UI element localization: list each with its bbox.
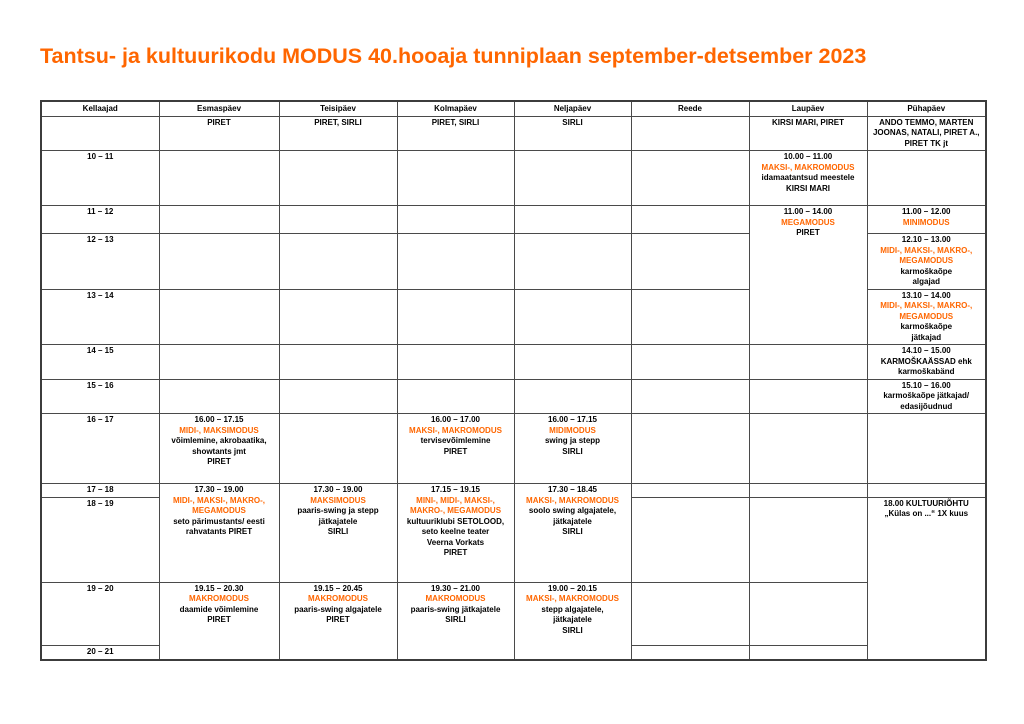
- class-cell-monday-17-19: [159, 484, 279, 583]
- class-desc: rahvatants PIRET: [185, 527, 253, 536]
- class-time: 11.00 – 14.00: [783, 207, 833, 216]
- cell-thursday-12-13: [514, 234, 631, 290]
- class-teacher: SIRLI: [445, 615, 466, 624]
- class-desc: paaris-swing ja stepp: [297, 506, 379, 515]
- class-teacher: PIRET: [443, 446, 468, 456]
- class-cell-wednesday-17-19: [397, 484, 514, 583]
- class-module: MIDI-, MAKSI-, MAKRO-, MEGAMODUS: [880, 301, 973, 321]
- teachers-sunday: ANDO TEMMO, MARTEN JOONAS, NATALI, PIRET A., PIRET TK jt: [867, 116, 986, 151]
- class-desc: jätkajad: [911, 332, 942, 342]
- class-module: MAKROMODUS: [308, 594, 368, 603]
- class-desc: Veerna Vorkats: [426, 537, 485, 547]
- cell-tuesday-10-11: [279, 151, 397, 206]
- cell-friday-15-16: [631, 379, 749, 414]
- class-teacher: PIRET: [207, 457, 231, 466]
- class-module: MAKROMODUS: [189, 594, 249, 603]
- class-desc: karmoškaõpe jätkajad/: [883, 391, 970, 400]
- class-desc: soolo swing algajatele,: [528, 506, 617, 515]
- class-cell-sunday-11-12: [867, 206, 986, 234]
- header-row: [41, 101, 986, 116]
- class-desc: showtants jmt: [192, 446, 246, 456]
- class-module: MAKROMODUS: [425, 594, 486, 603]
- cell-monday-14-15: [159, 345, 279, 380]
- cell-thursday-11-12: [514, 206, 631, 234]
- class-time: 17.30 – 19.00: [313, 485, 363, 494]
- teachers-saturday: KIRSI MARI, PIRET: [749, 116, 867, 151]
- class-cell-sunday-13-14: [867, 289, 986, 345]
- cell-sunday-17-18: [867, 484, 986, 498]
- cell-saturday-19-20: [749, 582, 867, 645]
- class-cell-thursday-17-19: [514, 484, 631, 583]
- class-time: 16.00 – 17.15: [548, 415, 597, 424]
- teachers-monday: PIRET: [159, 116, 279, 151]
- class-desc: paaris-swing jätkajatele: [410, 604, 501, 614]
- cell-saturday-17-18: [749, 484, 867, 498]
- class-cell-sunday-18-21: [867, 497, 986, 660]
- class-module: MIDIMODUS: [549, 425, 596, 435]
- row-10-11: [41, 151, 986, 206]
- cell-wednesday-12-13: [397, 234, 514, 290]
- cell-friday-11-12: [631, 206, 749, 234]
- class-module: MEGAMODUS: [781, 217, 835, 227]
- cell-friday-10-11: [631, 151, 749, 206]
- teachers-row: [41, 116, 986, 151]
- class-desc: stepp algajatele,: [541, 604, 604, 614]
- class-module: MAKSI-, MAKROMODUS: [526, 495, 619, 505]
- class-desc: jätkajatele: [553, 516, 592, 526]
- class-time: 16.00 – 17.00: [431, 415, 480, 424]
- class-desc: kultuuriklubi SETOLOOD,: [406, 516, 505, 526]
- class-time: 19.00 – 20.15: [548, 583, 597, 593]
- cell-friday-14-15: [631, 345, 749, 380]
- cell-friday-20-21: [631, 645, 749, 660]
- cell-tuesday-15-16: [279, 379, 397, 414]
- teachers-friday: [631, 116, 749, 151]
- class-cell-wednesday-16-17: [397, 414, 514, 484]
- col-header-monday: Esmaspäev: [159, 101, 279, 116]
- class-module: MAKSIMODUS: [310, 495, 366, 505]
- cell-saturday-18-19: [749, 497, 867, 582]
- class-time: 12.10 – 13.00: [901, 235, 951, 244]
- cell-monday-12-13: [159, 234, 279, 290]
- class-desc: idamaatantsud meestele: [761, 173, 855, 182]
- class-desc: seto keelne teater: [421, 527, 490, 536]
- teachers-tuesday: PIRET, SIRLI: [279, 116, 397, 151]
- class-teacher: PIRET: [443, 548, 468, 557]
- class-module: MIDI-, MAKSI-, MAKRO-, MEGAMODUS: [173, 495, 265, 515]
- class-desc: paaris-swing algajatele: [294, 604, 382, 614]
- cell-wednesday-13-14: [397, 289, 514, 345]
- cell-tuesday-14-15: [279, 345, 397, 380]
- class-time: 11.00 – 12.00: [902, 207, 951, 216]
- class-teacher: KIRSI MARI: [786, 183, 830, 193]
- teachers-wednesday: PIRET, SIRLI: [397, 116, 514, 151]
- cell-tuesday-12-13: [279, 234, 397, 290]
- cell-saturday-20-21: [749, 645, 867, 660]
- time-label-14-15: 14 – 15: [41, 345, 159, 380]
- class-cell-tuesday-19-21: [279, 582, 397, 660]
- cell-thursday-10-11: [514, 151, 631, 206]
- class-desc: swing ja stepp: [544, 436, 601, 445]
- class-time: 17.30 – 18.45: [548, 485, 597, 494]
- class-time: 14.10 – 15.00: [901, 346, 951, 355]
- cell-wednesday-10-11: [397, 151, 514, 206]
- col-header-tuesday: Teisipäev: [279, 101, 397, 116]
- class-desc: edasijõudnud: [900, 401, 953, 411]
- cell-friday-18-19: [631, 497, 749, 582]
- class-desc: algajad: [912, 277, 941, 286]
- teachers-thursday: SIRLI: [514, 116, 631, 151]
- class-teacher: SIRLI: [562, 446, 583, 456]
- class-module: MIDI-, MAKSI-, MAKRO-, MEGAMODUS: [880, 245, 973, 265]
- class-module: MINIMODUS: [902, 217, 950, 227]
- class-cell-tuesday-17-19: [279, 484, 397, 583]
- class-desc: karmoškabänd: [898, 367, 955, 376]
- time-label-20-21: 20 – 21: [41, 645, 159, 660]
- row-19-20: [41, 582, 986, 645]
- time-label-17-18: 17 – 18: [41, 484, 159, 498]
- class-desc: KARMOŠKAÄSSAD ehk: [880, 356, 972, 366]
- cell-monday-11-12: [159, 206, 279, 234]
- cell-saturday-14-15: [749, 345, 867, 380]
- col-header-sunday: Pühapäev: [867, 101, 986, 116]
- cell-sunday-16-17: [867, 414, 986, 484]
- cell-tuesday-16-17: [279, 414, 397, 484]
- col-header-times: Kellaajad: [41, 101, 159, 116]
- class-desc: karmoškaõpe: [900, 266, 953, 276]
- class-module: MAKSI-, MAKROMODUS: [526, 594, 619, 603]
- class-time: 17.30 – 19.00: [194, 485, 244, 494]
- teachers-times: [41, 116, 159, 151]
- class-cell-monday-19-21: [159, 582, 279, 660]
- class-time: 17.15 – 19.15: [431, 485, 480, 494]
- cell-saturday-16-17: [749, 414, 867, 484]
- class-module: MIDI-, MAKSIMODUS: [179, 425, 259, 435]
- class-desc: seto pärimustants/ eesti: [173, 516, 265, 526]
- class-desc: jätkajatele: [318, 516, 358, 526]
- cell-saturday-15-16: [749, 379, 867, 414]
- class-cell-thursday-16-17: [514, 414, 631, 484]
- class-desc: tervisevõimlemine: [420, 436, 491, 445]
- class-teacher: PIRET: [326, 615, 350, 624]
- row-14-15: [41, 345, 986, 380]
- row-15-16: [41, 379, 986, 414]
- cell-tuesday-11-12: [279, 206, 397, 234]
- class-desc: võimlemine, akrobaatika,: [171, 436, 267, 445]
- time-label-19-20: 19 – 20: [41, 582, 159, 645]
- class-cell-sunday-12-13: [867, 234, 986, 290]
- time-label-12-13: 12 – 13: [41, 234, 159, 290]
- class-cell-thursday-19-21: [514, 582, 631, 660]
- class-desc: daamide võimlemine: [179, 604, 259, 614]
- class-cell-saturday-10-11: [749, 151, 867, 206]
- row-11-12: [41, 206, 986, 234]
- cell-thursday-14-15: [514, 345, 631, 380]
- cell-tuesday-13-14: [279, 289, 397, 345]
- cell-wednesday-15-16: [397, 379, 514, 414]
- cell-friday-13-14: [631, 289, 749, 345]
- class-desc: jätkajatele: [553, 615, 592, 624]
- cell-monday-10-11: [159, 151, 279, 206]
- class-time: 15.10 – 16.00: [901, 380, 951, 390]
- class-time: 19.30 – 21.00: [431, 583, 480, 593]
- timetable: [40, 100, 987, 661]
- class-cell-sunday-15-16: [867, 379, 986, 414]
- time-label-10-11: 10 – 11: [41, 151, 159, 206]
- time-label-16-17: 16 – 17: [41, 414, 159, 484]
- cell-friday-19-20: [631, 582, 749, 645]
- row-17-18: [41, 484, 986, 498]
- class-time: 19.15 – 20.30: [194, 583, 244, 593]
- cell-wednesday-11-12: [397, 206, 514, 234]
- cell-monday-13-14: [159, 289, 279, 345]
- class-desc: „Külas on ...“ 1X kuus: [884, 509, 969, 518]
- class-teacher: PIRET: [796, 228, 820, 237]
- cell-wednesday-14-15: [397, 345, 514, 380]
- col-header-saturday: Laupäev: [749, 101, 867, 116]
- col-header-wednesday: Kolmapäev: [397, 101, 514, 116]
- row-16-17: [41, 414, 986, 484]
- time-label-11-12: 11 – 12: [41, 206, 159, 234]
- cell-friday-12-13: [631, 234, 749, 290]
- class-teacher: SIRLI: [327, 527, 349, 536]
- cell-friday-16-17: [631, 414, 749, 484]
- class-module: MAKSI-, MAKROMODUS: [761, 162, 855, 172]
- time-label-15-16: 15 – 16: [41, 379, 159, 414]
- page-title: Tantsu- ja kultuurikodu MODUS 40.hooaja tunniplaan september-detsember 2023: [40, 44, 867, 68]
- cell-thursday-13-14: [514, 289, 631, 345]
- class-module: MAKSI-, MAKROMODUS: [409, 425, 502, 435]
- col-header-friday: Reede: [631, 101, 749, 116]
- class-cell-monday-16-17: [159, 414, 279, 484]
- class-teacher: SIRLI: [562, 527, 583, 536]
- class-time: 18.00 KULTUURIÕHTU: [883, 498, 969, 508]
- class-time: 16.00 – 17.15: [194, 415, 244, 424]
- col-header-thursday: Neljapäev: [514, 101, 631, 116]
- class-desc: karmoškaõpe: [900, 322, 953, 331]
- class-time: 19.15 – 20.45: [313, 583, 363, 593]
- class-teacher: SIRLI: [562, 625, 583, 635]
- class-cell-sunday-14-15: [867, 345, 986, 380]
- cell-thursday-15-16: [514, 379, 631, 414]
- class-cell-wednesday-19-21: [397, 582, 514, 660]
- cell-friday-17-18: [631, 484, 749, 498]
- class-module: MINI-, MIDI-, MAKSI-, MAKRO-, MEGAMODUS: [409, 495, 502, 515]
- cell-monday-15-16: [159, 379, 279, 414]
- class-time: 13.10 – 14.00: [901, 290, 951, 300]
- time-label-13-14: 13 – 14: [41, 289, 159, 345]
- time-label-18-19: 18 – 19: [41, 497, 159, 582]
- class-time: 10.00 – 11.00: [783, 152, 833, 161]
- class-teacher: PIRET: [207, 615, 231, 624]
- class-cell-saturday-11-14: [749, 206, 867, 345]
- cell-sunday-10-11: [867, 151, 986, 206]
